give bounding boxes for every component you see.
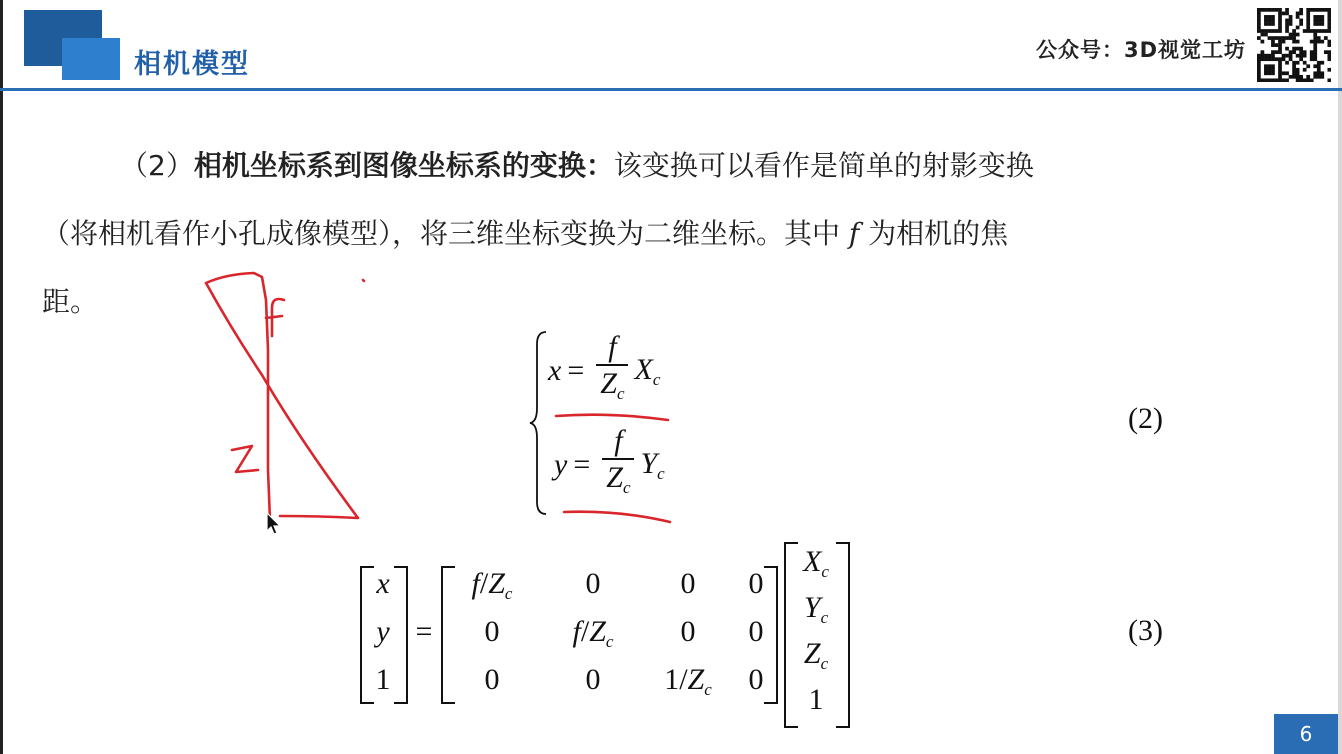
matrix-cell: 0 bbox=[680, 567, 696, 600]
eq3-equals: = bbox=[415, 615, 433, 648]
lhs-vector-entry: x bbox=[376, 567, 390, 600]
matrix-cell: 0 bbox=[748, 615, 764, 648]
eq2-rhs-sub-2: c bbox=[657, 463, 665, 483]
body-paragraph bbox=[42, 132, 1177, 336]
eq2-rhs-var-1: X bbox=[634, 352, 653, 386]
header-divider bbox=[0, 88, 1342, 91]
eq2-equals-2: = bbox=[573, 448, 591, 481]
paragraph-text-1: 该变换可以看作是简单的射影变换 bbox=[613, 149, 1034, 182]
window-left-edge bbox=[0, 0, 3, 754]
paragraph-text-2b: 为相机的焦 bbox=[859, 217, 1009, 250]
matrix-cell: $f/Z_c$ bbox=[572, 615, 614, 651]
paragraph-line-3 bbox=[42, 268, 1177, 336]
matrix-cell: 0 bbox=[748, 567, 764, 600]
eq2-rhs-1 bbox=[634, 353, 660, 390]
paragraph-text-3: 距。 bbox=[42, 285, 99, 318]
eq2-rhs-sub-1: c bbox=[652, 369, 661, 389]
lhs-bracket-left bbox=[360, 566, 374, 704]
equation-2-number: (2) bbox=[1128, 402, 1163, 435]
system-brace bbox=[528, 330, 548, 516]
rhs-bracket-right bbox=[836, 542, 850, 728]
eq2-rhs-2 bbox=[640, 447, 664, 484]
account-label: 公众号：3D视觉工坊 bbox=[1035, 38, 1246, 62]
mouse-cursor-icon bbox=[266, 512, 282, 536]
equation-3-number: (3) bbox=[1128, 614, 1163, 647]
lhs-bracket-right bbox=[394, 566, 408, 704]
matrix-cell: 0 bbox=[484, 663, 500, 696]
paragraph-text-2a: （将相机看作小孔成像模型），将三维坐标变换为二维坐标。其中 bbox=[42, 217, 849, 250]
window-right-edge bbox=[1338, 0, 1342, 754]
logo-block-light bbox=[62, 38, 120, 80]
rhs-bracket-left bbox=[784, 542, 798, 728]
eq2-rhs-var-2: Y bbox=[640, 446, 658, 480]
eq2-fraction-1 bbox=[596, 330, 628, 412]
matrix-bracket-left bbox=[441, 566, 455, 704]
matrix-bracket-right bbox=[764, 566, 778, 704]
annotation-underline-1 bbox=[556, 415, 668, 420]
rhs-vector-entry: $Y_c$ bbox=[803, 591, 829, 627]
matrix-cell: $1/Z_c$ bbox=[664, 663, 712, 699]
rhs-vector-entry: $X_c$ bbox=[803, 545, 829, 581]
eq2-lhs-y: y bbox=[554, 448, 568, 481]
section-heading: 相机坐标系到图像坐标系的变换： bbox=[193, 149, 614, 182]
eq2-den-sub-2: c bbox=[622, 478, 631, 497]
slide-title: 相机模型 bbox=[134, 49, 250, 80]
eq2-den-sub-1: c bbox=[616, 384, 625, 403]
eq2-den-var-1: Z bbox=[600, 367, 617, 400]
equation-2-row-1 bbox=[548, 330, 660, 412]
paragraph-line-2 bbox=[42, 200, 1177, 268]
paragraph-line-1 bbox=[42, 132, 1177, 200]
annotation-z-stroke bbox=[232, 446, 258, 472]
matrix-cell: 0 bbox=[585, 663, 601, 696]
lhs-vector-entry: y bbox=[376, 615, 390, 648]
eq2-den-var-2: Z bbox=[606, 461, 623, 494]
rhs-vector-entry: $Z_c$ bbox=[803, 637, 829, 673]
page-number: 6 bbox=[1274, 714, 1338, 754]
equation-2-row-2 bbox=[548, 424, 665, 506]
section-label: （2） bbox=[120, 149, 194, 182]
focal-symbol: f bbox=[848, 217, 860, 250]
eq2-lhs-x: x bbox=[548, 354, 562, 387]
eq2-numerator-2: f bbox=[614, 424, 623, 457]
matrix-cell: 0 bbox=[484, 615, 500, 648]
eq2-equals-1: = bbox=[567, 354, 585, 387]
eq2-numerator-1: f bbox=[608, 330, 617, 363]
eq2-fraction-2 bbox=[602, 424, 634, 506]
eq2-denominator-1 bbox=[596, 366, 628, 412]
matrix-cell: 0 bbox=[680, 615, 696, 648]
rhs-vector-entry: 1 bbox=[808, 683, 824, 716]
matrix-cell: 0 bbox=[585, 567, 601, 600]
qr-code-icon bbox=[1257, 8, 1331, 82]
lhs-vector-entry: 1 bbox=[375, 663, 391, 696]
matrix-cell: 0 bbox=[748, 663, 764, 696]
annotation-underline-2 bbox=[564, 512, 670, 522]
matrix-cell: $f/Z_c$ bbox=[471, 567, 513, 603]
eq2-denominator-2 bbox=[602, 460, 634, 506]
